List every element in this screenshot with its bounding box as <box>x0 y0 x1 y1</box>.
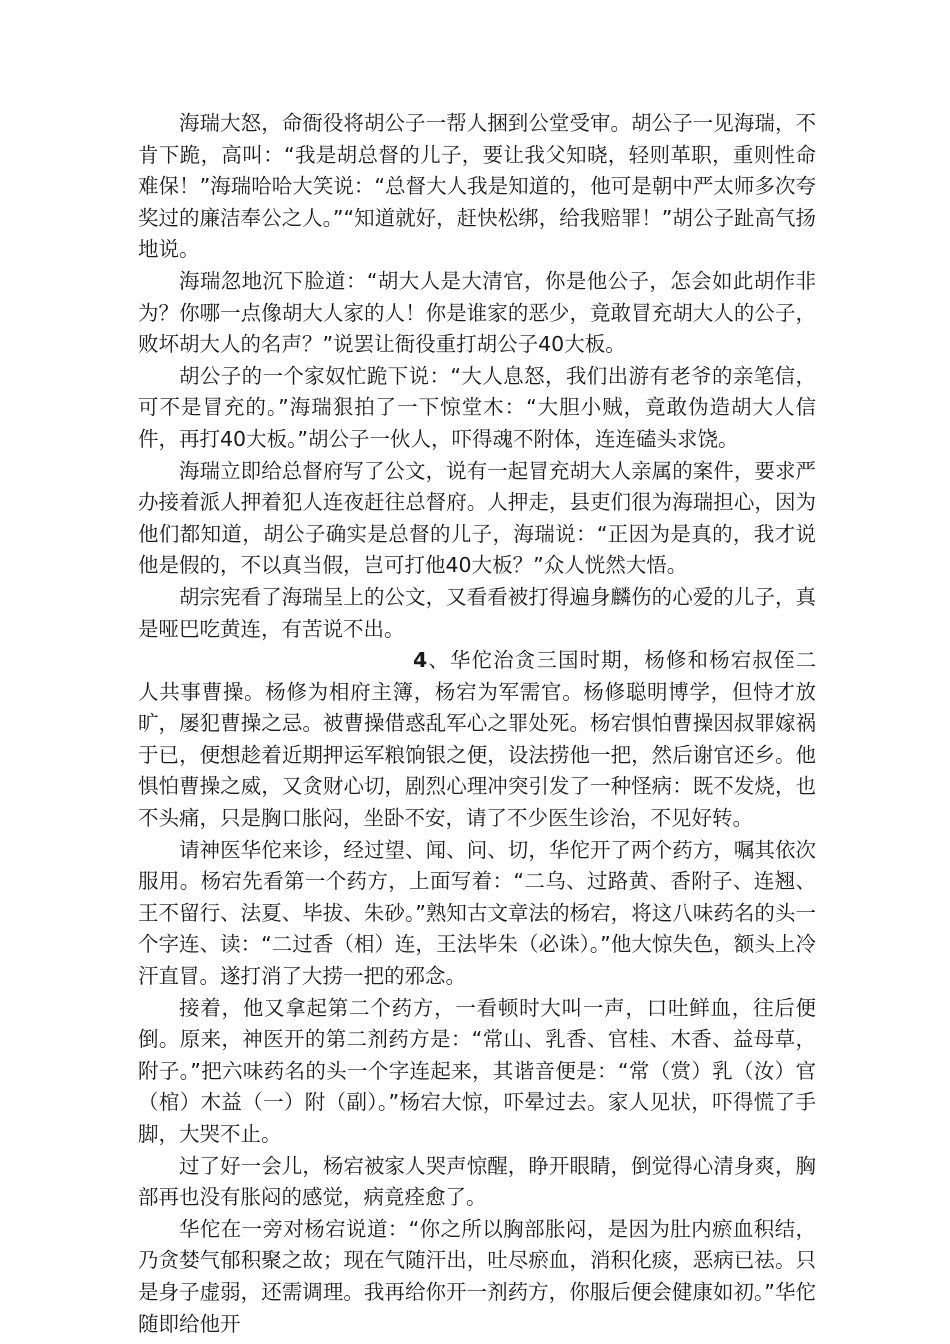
paragraph-5: 胡宗宪看了海瑞呈上的公文，又看看被打得遍身麟伤的心爱的儿子，真是哑巴吃黄连，有苦说不出。 <box>138 584 816 641</box>
paragraph-1: 海瑞大怒，命衙役将胡公子一帮人捆到公堂受审。胡公子一见海瑞，不肯下跪，高叫：“我是胡总督的儿子，要让我父知晓，轻则革职，重则性命难保！”海瑞哈哈大笑说：“总督大人我是知道的，他可是朝中严太师多次夸奖过的廉洁奉公之人。”“知道就好，赶快松绑，给我赔罪！”胡公子趾高气扬地说。 <box>138 111 816 262</box>
paragraph-6: 请神医华佗来诊，经过望、闻、问、切，华佗开了两个药方，嘱其依次服用。杨宕先看第一个药方，上面写着：“二乌、过路黄、香附子、连翘、王不留行、法夏、毕拔、朱砂。”熟知古文章法的杨宕，将这八味药名的头一个字连、读：“二过香（相）连，王法毕朱（必诛）。”他大惊失色，额头上冷汗直冒。遂打消了大捞一把的邪念。 <box>138 837 816 989</box>
paragraph-2: 海瑞忽地沉下脸道：“胡大人是大清官，你是他公子，怎会如此胡作非为？你哪一点像胡大人家的人！你是谁家的恶少，竟敢冒充胡大人的公子，败坏胡大人的名声？”说罢让衙役重打胡公子40大板。 <box>138 268 816 357</box>
paragraph-8: 过了好一会儿，杨宕被家人哭声惊醒，睁开眼睛，倒觉得心清身爽，胸部再也没有胀闷的感觉，病竟痊愈了。 <box>138 1153 816 1210</box>
paragraph-9: 华佗在一旁对杨宕说道：“你之所以胸部胀闷，是因为肚内瘀血积结，乃贪婪气郁积聚之故；现在气随汗出，吐尽瘀血，消积化痰，恶病已祛。只是身子虚弱，还需调理。我再给你开一剂药方，你服后便会健康如初。”华佗随即给他开 <box>138 1216 816 1336</box>
document-body <box>138 108 816 1340</box>
paragraph-7: 接着，他又拿起第二个药方，一看顿时大叫一声，口吐鲜血，往后便倒。原来，神医开的第二剂药方是：“常山、乳香、官桂、木香、益母草，附子。”把六味药名的头一个字连起来，其谐音便是：“常（赏）乳（汝）官（棺）木益（一）附（副）。”杨宕大惊，吓晕过去。家人见状，吓得慌了手脚，大哭不止。 <box>138 995 816 1146</box>
section-paragraph <box>138 645 816 835</box>
paragraph-4: 海瑞立即给总督府写了公文，说有一起冒充胡大人亲属的案件，要求严办接着派人押着犯人连夜赶往总督府。人押走，县吏们很为海瑞担心，因为他们都知道，胡公子确实是总督的儿子，海瑞说：“正因为是真的，我才说他是假的，不以真当假，岂可打他40大板？”众人恍然大悟。 <box>138 458 816 578</box>
section-text: 、华佗治贪三国时期，杨修和杨宕叔侄二人共事曹操。杨修为相府主簿，杨宕为军需官。杨修聪明博学，但恃才放旷，屡犯曹操之忌。被曹操借惑乱军心之罪处死。杨宕惧怕曹操因叔罪嫁祸于已，便想趁着近期押运军粮饷银之便，设法捞他一把，然后谢官还乡。他惧怕曹操之威，又贪财心切，剧烈心理冲突引发了一种怪病：既不发烧，也不头痛，只是胸口胀闷，坐卧不安，请了不少医生诊治，不见好转。 <box>138 648 816 831</box>
section-number: 4 <box>413 648 428 673</box>
paragraph-3: 胡公子的一个家奴忙跪下说：“大人息怒，我们出游有老爷的亲笔信，可不是冒充的。”海瑞狠拍了一下惊堂木：“大胆小贼，竟敢伪造胡大人信件，再打40大板。”胡公子一伙人，吓得魂不附体，连连磕头求饶。 <box>138 363 816 451</box>
